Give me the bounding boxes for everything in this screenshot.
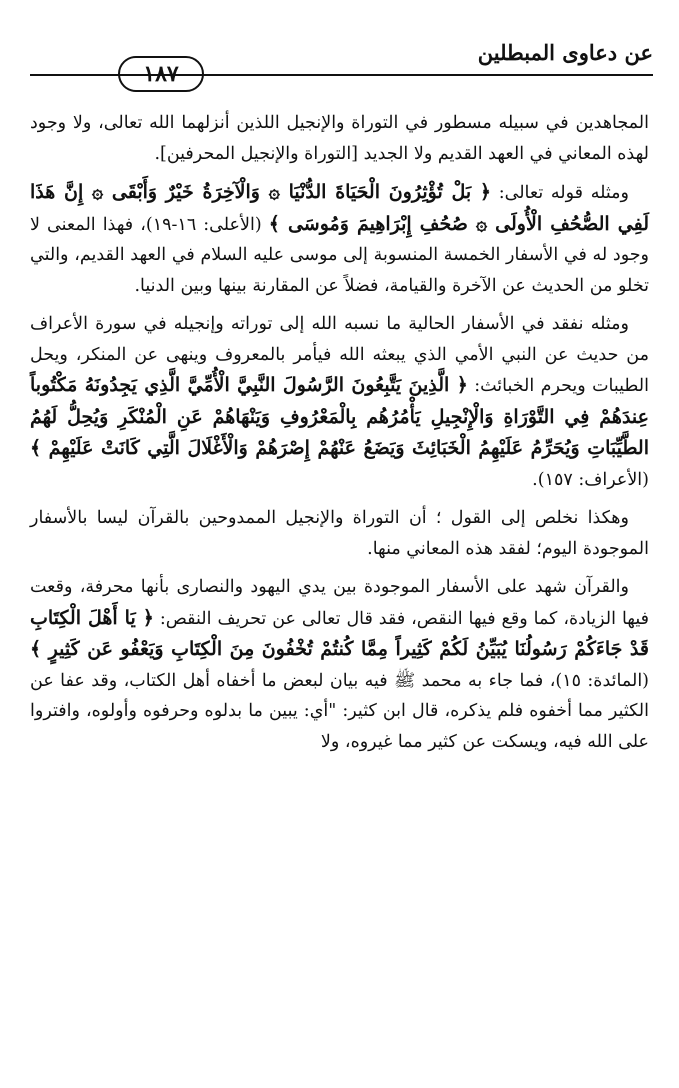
paragraph-text: (الأعلى: ١٦-١٩)، فهذا المعنى لا وجود له في الأسفار الخمسة المنسوبة إلى موسى عليه السلام في العهد القديم، والتي تخلو من الحديث عن الآخرة والقيامة، فضلاً عن المقارنة بينها وبين الدنيا. (30, 214, 649, 296)
running-title: عن دعاوى المبطلين (477, 40, 653, 65)
paragraph-text: وهكذا نخلص إلى القول ؛ أن التوراة والإنجيل الممدوحين بالقرآن ليسا بالأسفار الموجودة اليوم؛ لفقد هذه المعاني منها. (30, 508, 649, 559)
paragraph-text: ومثله نفقد في الأسفار الحالية ما نسبه الله إلى توراته وإنجيله في سورة الأعراف من حديث عن النبي الأمي الذي يبعثه الله فيأمر بالمعروف وينهى عن المنكر، ويحل الطيبات ويحرم الخبائث: (30, 314, 649, 396)
page-number: ١٨٧ (143, 61, 179, 87)
paragraph (30, 503, 649, 564)
paragraph (30, 108, 649, 169)
quran-verse: ﴿ الَّذِينَ يَتَّبِعُونَ الرَّسُولَ النَّبِيَّ الْأُمِّيَّ الَّذِي يَجِدُونَهُ مَكْتُوباً عِندَهُمْ فِي التَّوْرَاةِ وَالْإِنْجِيلِ يَأْمُرُهُم بِالْمَعْرُوفِ وَيَنْهَاهُمْ عَنِ الْمُنْكَرِ وَيُحِلُّ لَهُمُ الطَّيِّبَاتِ وَيُحَرِّمُ عَلَيْهِمُ الْخَبَائِثَ وَيَضَعُ عَنْهُمْ إِصْرَهُمْ وَالْأَغْلَالَ الَّتِي كَانَتْ عَلَيْهِمْ ﴾ (30, 374, 649, 459)
paragraph-text: (الأعراف: ١٥٧). (532, 469, 649, 490)
paragraph-text: ومثله قوله تعالى: (491, 183, 629, 203)
quran-verse: ﴿ يَا أَهْلَ الْكِتَابِ قَدْ جَاءَكُمْ رَسُولُنَا يُبَيِّنُ لَكُمْ كَثِيراً مِمَّا كُنتُمْ تُخْفُونَ مِنَ الْكِتَابِ وَيَعْفُو عَن كَثِيرٍ ﴾ (30, 606, 649, 660)
quran-verse: ﴿ بَلْ تُؤْثِرُونَ الْحَيَاةَ الدُّنْيَا ۞ وَالْآخِرَةُ خَيْرٌ وَأَبْقَى ۞ إِنَّ هَذَا لَفِي الصُّحُفِ الْأُولَى ۞ صُحُفِ إِبْرَاهِيمَ وَمُوسَى ﴾ (30, 181, 649, 235)
paragraph-text: والقرآن شهد على الأسفار الموجودة بين يدي اليهود والنصارى بأنها محرفة، وقعت فيها الزيادة، كما وقع فيها النقص، فقد قال تعالى عن تحريف النقص: (30, 577, 649, 629)
paragraph (30, 572, 649, 757)
paragraph-text: المجاهدين في سبيله مسطور في التوراة والإنجيل اللذين أنزلهما الله تعالى، ولا وجود لهذه المعاني في العهد القديم ولا الجديد [التوراة والإنجيل المحرفين]. (30, 113, 649, 164)
paragraph (30, 177, 649, 301)
page-body (30, 108, 649, 765)
header-rule (30, 74, 653, 76)
paragraph-text: (المائدة: ١٥)، فما جاء به محمد ﷺ فيه بيان لبعض ما أخفاه أهل الكتاب، وقد عفا عن الكثير مما أخفوه فلم يذكره، قال ابن كثير: "أي: يبين ما بدلوه وحرفوه وأولوه، وافتروا على الله فيه، ويسكت عن كثير مما غيروه، ولا (30, 670, 650, 752)
paragraph (30, 309, 649, 495)
